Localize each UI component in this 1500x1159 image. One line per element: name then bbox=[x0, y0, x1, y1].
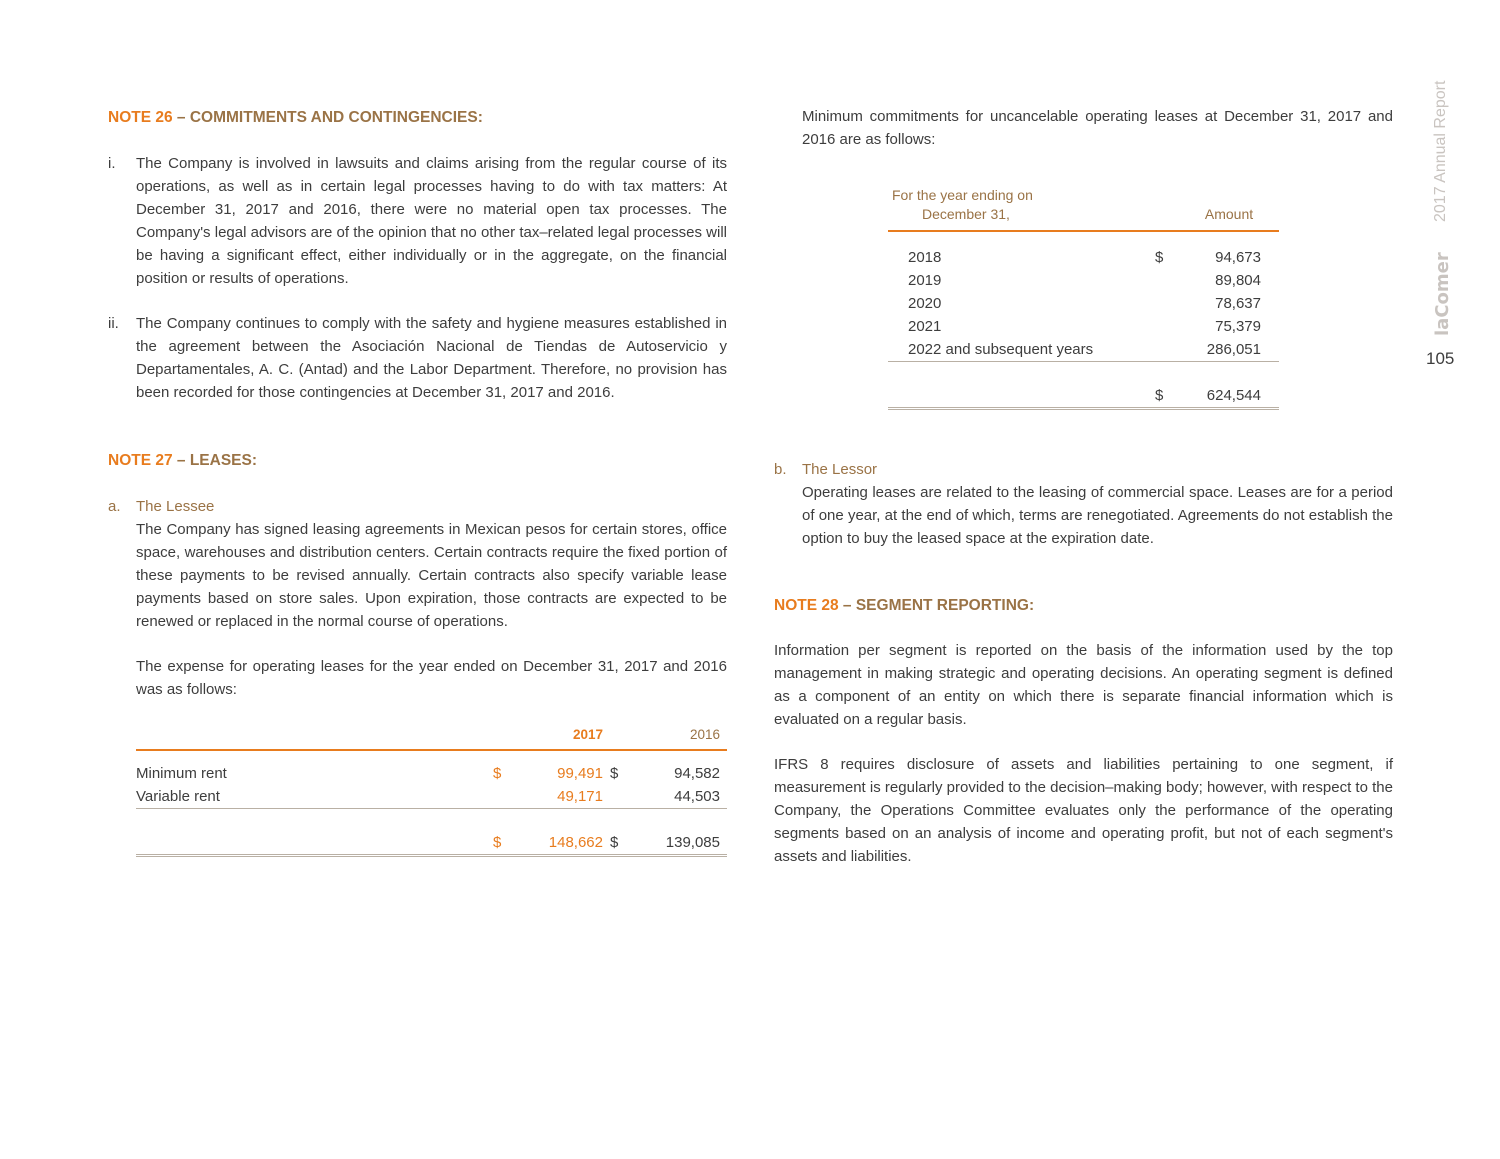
amount-cell: 89,804 bbox=[1215, 272, 1261, 289]
year-header-line2: December 31, bbox=[922, 206, 1010, 222]
note27-number: NOTE 27 bbox=[108, 452, 173, 469]
note28-para2: IFRS 8 requires disclosure of assets and liabilities pertaining to one segment, if measurement is regularly provided to the decision–making body; however, with respect to the Company, the Operations Committee evaluates only the performance of the operating segments based on an analysis of income and operating profit, but not of each segment's assets and liabilities. bbox=[774, 755, 1393, 865]
note28-number: NOTE 28 bbox=[774, 596, 839, 614]
commitments-text: Minimum commitments for uncancelable operating leases at December 31, 2017 and 2016 are as follows: bbox=[802, 108, 1393, 148]
list-marker: i. bbox=[108, 155, 116, 172]
note26-item-ii bbox=[108, 312, 727, 404]
lessee-expense-text: The expense for operating leases for the year ended on December 31, 2017 and 2016 was as follows: bbox=[136, 658, 727, 698]
col-header-2016: 2016 bbox=[634, 723, 727, 750]
year-cell: 2020 bbox=[908, 295, 942, 312]
currency-symbol: $ bbox=[493, 765, 502, 782]
currency-symbol: $ bbox=[610, 831, 634, 856]
table-row bbox=[888, 246, 1279, 269]
amount-cell: 286,051 bbox=[1179, 338, 1279, 362]
year-cell: 2021 bbox=[908, 318, 942, 335]
amount-column-header: Amount bbox=[1179, 186, 1279, 231]
total-2016: 139,085 bbox=[634, 831, 727, 856]
value-2016: 94,582 bbox=[674, 765, 720, 782]
table-row bbox=[888, 338, 1279, 362]
year-column-header bbox=[888, 186, 1155, 231]
value-2016: 44,503 bbox=[634, 785, 727, 809]
row-label: Minimum rent bbox=[136, 765, 227, 782]
lessor-title: The Lessor bbox=[802, 460, 878, 478]
table-row bbox=[888, 315, 1279, 338]
amount-cell: 78,637 bbox=[1215, 295, 1261, 312]
currency-symbol: $ bbox=[1155, 249, 1164, 266]
table-row bbox=[136, 762, 727, 785]
note26-heading bbox=[108, 106, 727, 130]
lease-expense-table bbox=[136, 723, 727, 857]
table-row bbox=[888, 269, 1279, 292]
note26-title: – COMMITMENTS AND CONTINGENCIES: bbox=[172, 109, 483, 126]
lessee-title: The Lessee bbox=[136, 498, 215, 515]
left-column bbox=[108, 105, 727, 857]
currency-symbol: $ bbox=[610, 765, 619, 782]
amount-cell: 94,673 bbox=[1215, 249, 1261, 266]
list-marker: a. bbox=[108, 498, 121, 515]
lessee-section bbox=[108, 495, 727, 633]
brand-logo: laComer bbox=[1432, 252, 1453, 336]
list-marker: b. bbox=[774, 460, 787, 478]
lessor-section bbox=[774, 458, 1393, 550]
note26-item-ii-text: The Company continues to comply with the safety and hygiene measures established in the agreement between the Asociación Nacional de Tiendas de Autoservicio y Departamentales, A. C. (Antad) and the Labor Department. Therefore, no provision has been recorded for those contingencies at December 31, 2017 and 2016. bbox=[136, 315, 727, 401]
note28-para1: Information per segment is reported on the basis of the information used by the top management in making strategic and operating decisions. An operating segment is defined as a component of an entity on which there is separate financial information which is evaluated on a regular basis. bbox=[774, 641, 1393, 728]
lease-commitments-table bbox=[888, 186, 1279, 410]
year-cell: 2022 and subsequent years bbox=[888, 338, 1155, 362]
page-number: 105 bbox=[1426, 349, 1455, 368]
amount-cell: 75,379 bbox=[1215, 318, 1261, 335]
note26-item-i-text: The Company is involved in lawsuits and claims arising from the regular course of its operations, as well as in certain legal processes having to do with tax matters: At December 31, 2017 and 2016, there were no material open tax processes. The Company's legal advisors are of the opinion that no other tax–related legal processes will be having a significant effect, either individually or in the aggregate, on the financial position or results of operations. bbox=[136, 155, 727, 287]
table-total-row bbox=[136, 831, 727, 856]
note27-title: – LEASES: bbox=[172, 452, 258, 469]
currency-symbol: $ bbox=[493, 831, 517, 856]
report-title: 2017 Annual Report bbox=[1432, 80, 1449, 222]
total-amount: 624,544 bbox=[1179, 384, 1279, 409]
table-header-row bbox=[136, 723, 727, 750]
year-cell: 2018 bbox=[908, 249, 942, 266]
currency-symbol: $ bbox=[1155, 384, 1179, 409]
table-row bbox=[888, 292, 1279, 315]
table-row bbox=[136, 785, 727, 809]
value-2017: 49,171 bbox=[517, 785, 610, 809]
lessee-text: The Company has signed leasing agreements in Mexican pesos for certain stores, office space, warehouses and distribution centers. Certain contracts require the fixed portion of these payments to be revised annually. Certain contracts also specify variable lease payments based on store sales. Upon expiration, those contracts are expected to be renewed or replaced in the normal course of operations. bbox=[136, 521, 727, 630]
year-cell: 2019 bbox=[908, 272, 942, 289]
note28-title: – SEGMENT REPORTING: bbox=[838, 596, 1035, 614]
total-2017: 148,662 bbox=[517, 831, 610, 856]
table-total-row bbox=[888, 384, 1279, 409]
note26-item-i bbox=[108, 152, 727, 290]
right-column bbox=[774, 105, 1393, 868]
table-header-row bbox=[888, 186, 1279, 231]
col-header-2017: 2017 bbox=[517, 723, 610, 750]
row-label: Variable rent bbox=[136, 785, 493, 809]
lessor-text: Operating leases are related to the leasing of commercial space. Leases are for a period of one year, at the end of which, terms are renegotiated. Agreements do not establish the option to buy the leased space at the expiration date. bbox=[802, 483, 1393, 547]
note26-number: NOTE 26 bbox=[108, 109, 173, 126]
value-2017: 99,491 bbox=[557, 765, 603, 782]
note27-heading bbox=[108, 449, 727, 473]
note28-heading bbox=[774, 594, 1393, 618]
year-header-line1: For the year ending on bbox=[892, 187, 1033, 203]
list-marker: ii. bbox=[108, 315, 119, 332]
